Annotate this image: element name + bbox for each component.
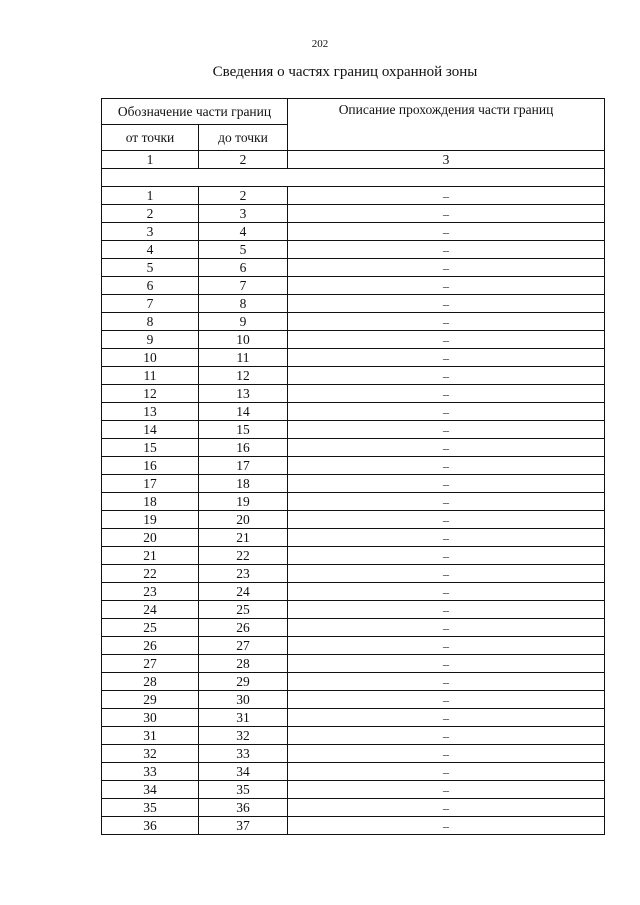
table-row [102,583,605,601]
description-cell: – [288,763,605,781]
to-point-cell: 8 [199,295,288,313]
to-point-cell: 21 [199,529,288,547]
from-point-cell: 19 [102,511,199,529]
description-cell: – [288,547,605,565]
from-point-cell: 16 [102,457,199,475]
description-cell: – [288,691,605,709]
table-row [102,277,605,295]
table-row [102,421,605,439]
page-number: 202 [311,38,329,50]
description-cell: – [288,511,605,529]
table-row [102,619,605,637]
table-row [102,655,605,673]
from-point-cell: 6 [102,277,199,295]
from-point-cell: 21 [102,547,199,565]
table-row [102,331,605,349]
column-number-row [102,151,605,169]
to-point-cell: 32 [199,727,288,745]
from-point-cell: 14 [102,421,199,439]
description-cell: – [288,781,605,799]
from-point-cell: 22 [102,565,199,583]
table-row [102,493,605,511]
from-point-cell: 26 [102,637,199,655]
to-point-cell: 14 [199,403,288,421]
description-cell: – [288,205,605,223]
to-point-cell: 18 [199,475,288,493]
table-row [102,637,605,655]
to-point-cell: 37 [199,817,288,835]
table-row [102,457,605,475]
description-cell: – [288,619,605,637]
to-point-cell: 33 [199,745,288,763]
table-row [102,799,605,817]
description-cell: – [288,745,605,763]
from-point-cell: 20 [102,529,199,547]
description-cell: – [288,367,605,385]
from-point-cell: 5 [102,259,199,277]
to-point-cell: 17 [199,457,288,475]
description-cell: – [288,601,605,619]
column-number: 1 [102,151,199,169]
description-cell: – [288,817,605,835]
description-cell: – [288,655,605,673]
from-point-cell: 25 [102,619,199,637]
to-point-cell: 10 [199,331,288,349]
table-row [102,727,605,745]
to-point-cell: 27 [199,637,288,655]
to-point-cell: 7 [199,277,288,295]
to-point-cell: 13 [199,385,288,403]
from-point-cell: 35 [102,799,199,817]
description-cell: – [288,565,605,583]
description-cell: – [288,583,605,601]
to-point-cell: 5 [199,241,288,259]
table-row [102,475,605,493]
table-row [102,259,605,277]
from-point-cell: 23 [102,583,199,601]
from-point-cell: 4 [102,241,199,259]
to-point-cell: 4 [199,223,288,241]
from-point-cell: 2 [102,205,199,223]
to-point-cell: 35 [199,781,288,799]
to-point-cell: 36 [199,799,288,817]
from-point-cell: 17 [102,475,199,493]
table-header-row [102,99,605,125]
section-blank-row [102,169,605,187]
from-point-cell: 32 [102,745,199,763]
from-point-cell: 10 [102,349,199,367]
description-cell: – [288,331,605,349]
to-point-cell: 34 [199,763,288,781]
boundary-parts-table [101,98,605,835]
description-cell: – [288,421,605,439]
description-cell: – [288,457,605,475]
to-point-cell: 24 [199,583,288,601]
header-designation: Обозначение части границ [102,99,288,125]
table-row [102,295,605,313]
header-description: Описание прохождения части границ [288,99,605,151]
from-point-cell: 8 [102,313,199,331]
from-point-cell: 34 [102,781,199,799]
from-point-cell: 11 [102,367,199,385]
table-row [102,745,605,763]
to-point-cell: 2 [199,187,288,205]
from-point-cell: 15 [102,439,199,457]
from-point-cell: 12 [102,385,199,403]
table-row [102,781,605,799]
table-row [102,511,605,529]
table-row [102,709,605,727]
description-cell: – [288,709,605,727]
description-cell: – [288,241,605,259]
table-row [102,349,605,367]
description-cell: – [288,493,605,511]
table-row [102,529,605,547]
to-point-cell: 26 [199,619,288,637]
description-cell: – [288,673,605,691]
from-point-cell: 27 [102,655,199,673]
description-cell: – [288,403,605,421]
description-cell: – [288,799,605,817]
from-point-cell: 29 [102,691,199,709]
to-point-cell: 23 [199,565,288,583]
description-cell: – [288,475,605,493]
description-cell: – [288,349,605,367]
table-row [102,403,605,421]
table-row [102,205,605,223]
to-point-cell: 22 [199,547,288,565]
table-row [102,673,605,691]
to-point-cell: 11 [199,349,288,367]
to-point-cell: 6 [199,259,288,277]
to-point-cell: 29 [199,673,288,691]
to-point-cell: 28 [199,655,288,673]
table-row [102,763,605,781]
from-point-cell: 28 [102,673,199,691]
from-point-cell: 31 [102,727,199,745]
header-to-point: до точки [199,125,288,151]
from-point-cell: 3 [102,223,199,241]
from-point-cell: 7 [102,295,199,313]
from-point-cell: 33 [102,763,199,781]
description-cell: – [288,223,605,241]
table-row [102,367,605,385]
to-point-cell: 12 [199,367,288,385]
description-cell: – [288,259,605,277]
section-blank-cell [102,169,605,187]
description-cell: – [288,727,605,745]
description-cell: – [288,277,605,295]
from-point-cell: 9 [102,331,199,349]
from-point-cell: 36 [102,817,199,835]
description-cell: – [288,295,605,313]
description-cell: – [288,313,605,331]
to-point-cell: 31 [199,709,288,727]
description-cell: – [288,187,605,205]
from-point-cell: 13 [102,403,199,421]
table-row [102,601,605,619]
table-row [102,223,605,241]
table-row [102,313,605,331]
header-from-point: от точки [102,125,199,151]
to-point-cell: 20 [199,511,288,529]
description-cell: – [288,439,605,457]
from-point-cell: 24 [102,601,199,619]
table-row [102,565,605,583]
to-point-cell: 9 [199,313,288,331]
description-cell: – [288,385,605,403]
to-point-cell: 15 [199,421,288,439]
from-point-cell: 30 [102,709,199,727]
column-number: 2 [199,151,288,169]
description-cell: – [288,529,605,547]
table-row [102,187,605,205]
to-point-cell: 25 [199,601,288,619]
from-point-cell: 18 [102,493,199,511]
table-row [102,385,605,403]
table-row [102,241,605,259]
description-cell: – [288,637,605,655]
to-point-cell: 3 [199,205,288,223]
table-row [102,691,605,709]
to-point-cell: 19 [199,493,288,511]
to-point-cell: 30 [199,691,288,709]
column-number: 3 [288,151,605,169]
from-point-cell: 1 [102,187,199,205]
table-row [102,547,605,565]
table-row [102,439,605,457]
to-point-cell: 16 [199,439,288,457]
document-title: Сведения о частях границ охранной зоны [212,64,478,80]
table-row [102,817,605,835]
